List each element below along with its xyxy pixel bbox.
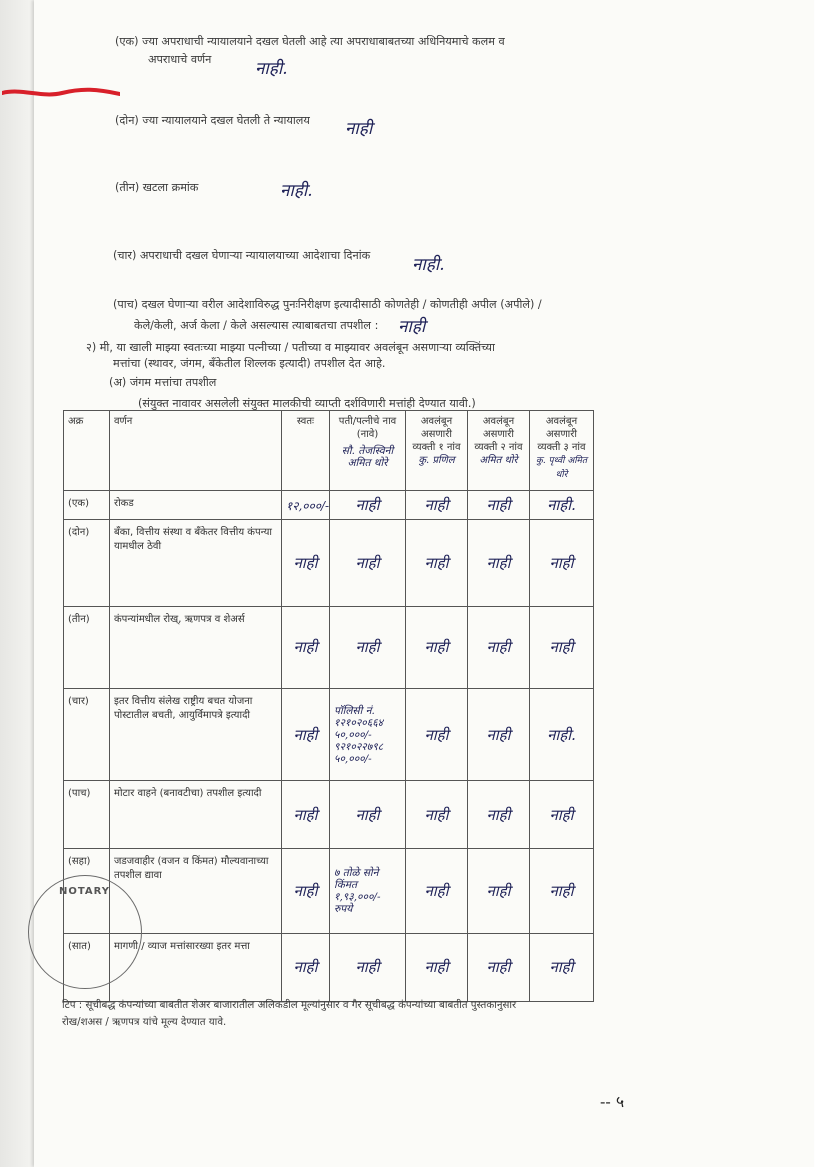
cell-dependent-1: नाही — [406, 933, 468, 1001]
header-cell: अवलंबून असणारी व्यक्ती ३ नांव कु. पृथ्वी अमित थोरे — [530, 411, 594, 491]
item-1-label: (एक) ज्या अपराधाची न्यायालयाने दखल घेतली आहे त्या अपराधाबाबतच्या अधिनियमाचे कलम व — [115, 35, 505, 48]
dependent-1-name: कु. प्रणिल — [418, 455, 455, 466]
movable-assets-table — [63, 410, 594, 1002]
cell-dependent-3: नाही — [530, 849, 594, 933]
binding-thread — [2, 86, 120, 100]
row-description: जडजवाहीर (वजन व किंमत) मौल्यवानाच्या तपशील द्यावा — [110, 849, 282, 933]
binding-edge — [0, 0, 34, 1167]
spouse-name: सौ. तेजस्विनी अमित थोरे — [341, 445, 394, 469]
row-number: (पाच) — [64, 781, 110, 849]
row-number: (चार) — [64, 688, 110, 780]
row-number: (सात) — [64, 933, 110, 1001]
item-4-label: (चार) अपराधाची दखल घेणाऱ्या न्यायालयाच्या आदेशाचा दिनांक — [113, 249, 371, 262]
cell-dependent-3: नाही — [530, 606, 594, 688]
cell-dependent-2: नाही — [468, 520, 530, 606]
table-row — [64, 933, 594, 1001]
cell-dependent-1: नाही — [406, 606, 468, 688]
cell-dependent-1: नाही — [406, 491, 468, 520]
cell-spouse: ७ तोळे सोने किंमत १,९३,०००/- रुपये — [330, 849, 406, 933]
cell-dependent-1: नाही — [406, 520, 468, 606]
cell-spouse: पॉलिसी नं. १२१०२०६६४ ५०,०००/- ९२१०२२७९८ ५०,०००/- — [330, 688, 406, 780]
table-row — [64, 849, 594, 933]
footnote-line-2: रोख/शअस / ऋणपत्र यांचे मूल्य देण्यात यावे. — [62, 1017, 227, 1028]
row-number: (तीन) — [64, 606, 110, 688]
cell-dependent-3: नाही. — [530, 491, 594, 520]
table-row — [64, 491, 594, 520]
table-row — [64, 520, 594, 606]
subsection-title: (अ) जंगम मत्तांचा तपशील — [109, 376, 217, 389]
item-1-answer: नाही. — [255, 59, 288, 79]
notary-stamp-text: NOTARY — [59, 886, 111, 897]
row-description: इतर वित्तीय संलेख राष्ट्रीय बचत योजना पोस्टातील बचती, आयुर्विमापत्रे इत्यादी — [110, 688, 282, 780]
header-cell: अवलंबून असणारी व्यक्ती २ नांव अमित थोरे — [468, 411, 530, 491]
header-cell: अवलंबून असणारी व्यक्ती १ नांव कु. प्रणिल — [406, 411, 468, 491]
cell-spouse: नाही — [330, 520, 406, 606]
cell-spouse: नाही — [330, 491, 406, 520]
cell-dependent-2: नाही — [468, 688, 530, 780]
item-1-label-cont: अपराधाचे वर्णन — [148, 53, 212, 66]
cell-dependent-2: नाही — [468, 849, 530, 933]
cell-self: नाही — [282, 688, 330, 780]
header-cell: अक्र — [64, 411, 110, 491]
cell-dependent-3: नाही. — [530, 688, 594, 780]
footnote-line-1: टिप : सूचीबद्ध कंपन्यांच्या बाबतीत शेअर बाजारातील अलिकडील मूल्यांनुसार व गैर सूचीबद्ध कंपन्यांच्या बाबतीत पुस्तकानुसार — [62, 1000, 517, 1011]
header-cell: स्वतः — [282, 411, 330, 491]
cell-dependent-3: नाही — [530, 520, 594, 606]
cell-self: नाही — [282, 933, 330, 1001]
row-number: (एक) — [64, 491, 110, 520]
section-2-line-1: २) मी, या खाली माझ्या स्वतःच्या माझ्या पत्नीच्या / पतीच्या व माझ्यावर अवलंबून असणाऱ्या व्यक्तिंच्या — [86, 341, 495, 354]
cell-dependent-3: नाही — [530, 781, 594, 849]
cell-spouse: नाही — [330, 933, 406, 1001]
cell-dependent-1: नाही — [406, 849, 468, 933]
table-row — [64, 688, 594, 780]
table-header-row — [64, 411, 594, 491]
cell-self: नाही — [282, 849, 330, 933]
header-cell: वर्णन — [110, 411, 282, 491]
row-description: बँका, वित्तीय संस्था व बँकेतर वित्तीय कंपन्या यामधील ठेवी — [110, 520, 282, 606]
cell-dependent-2: नाही — [468, 491, 530, 520]
item-3-label: (तीन) खटला क्रमांक — [115, 181, 199, 194]
cell-spouse: नाही — [330, 781, 406, 849]
notary-stamp — [28, 875, 142, 989]
cell-spouse: नाही — [330, 606, 406, 688]
cell-dependent-1: नाही — [406, 781, 468, 849]
cell-dependent-2: नाही — [468, 781, 530, 849]
item-2-answer: नाही — [345, 119, 373, 139]
row-description: कंपन्यांमधील रोख्, ऋणपत्र व शेअर्स — [110, 606, 282, 688]
cell-self: नाही — [282, 781, 330, 849]
cell-self: नाही — [282, 606, 330, 688]
item-3-answer: नाही. — [280, 181, 313, 201]
subsection-note: (संयुक्त नावावर असलेली संयुक्त मालकीची व्याप्ती दर्शविणारी मत्तांही देण्यात यावी.) — [138, 397, 476, 410]
page-mark: -- ५ — [600, 1092, 625, 1111]
dependent-2-name: अमित थोरे — [479, 455, 518, 466]
header-cell: पती/पत्नीचे नाव (नावे) सौ. तेजस्विनी अमित थोरे — [330, 411, 406, 491]
cell-dependent-3: नाही — [530, 933, 594, 1001]
item-5-answer: नाही — [398, 317, 426, 337]
row-number: (सहा) — [64, 849, 110, 933]
item-4-answer: नाही. — [412, 255, 445, 275]
dependent-3-name: कु. पृथ्वी अमित थोरे — [535, 456, 588, 480]
section-2-line-2: मत्तांचा (स्थावर, जंगम, बँकेतील शिल्लक इत्यादी) तपशील देत आहे. — [113, 357, 386, 370]
cell-dependent-2: नाही — [468, 606, 530, 688]
cell-self: १२,०००/- — [282, 491, 330, 520]
item-5-label: (पाच) दखल घेणाऱ्या वरील आदेशाविरुद्ध पुनःनिरीक्षण इत्यादीसाठी कोणतेही / कोणतीही अपील (अपीले) / — [113, 298, 542, 311]
cell-self: नाही — [282, 520, 330, 606]
item-5-label-cont: केले/केली, अर्ज केला / केले असल्यास त्याबाबतचा तपशील : — [134, 319, 379, 332]
row-description: मागणी / व्याज मत्तांसारख्या इतर मत्ता — [110, 933, 282, 1001]
table-row — [64, 606, 594, 688]
row-number: (दोन) — [64, 520, 110, 606]
item-2-label: (दोन) ज्या न्यायालयाने दखल घेतली ते न्यायालय — [115, 114, 310, 127]
row-description: रोकड — [110, 491, 282, 520]
cell-dependent-2: नाही — [468, 933, 530, 1001]
table-row — [64, 781, 594, 849]
cell-dependent-1: नाही — [406, 688, 468, 780]
row-description: मोटार वाहने (बनावटीचा) तपशील इत्यादी — [110, 781, 282, 849]
